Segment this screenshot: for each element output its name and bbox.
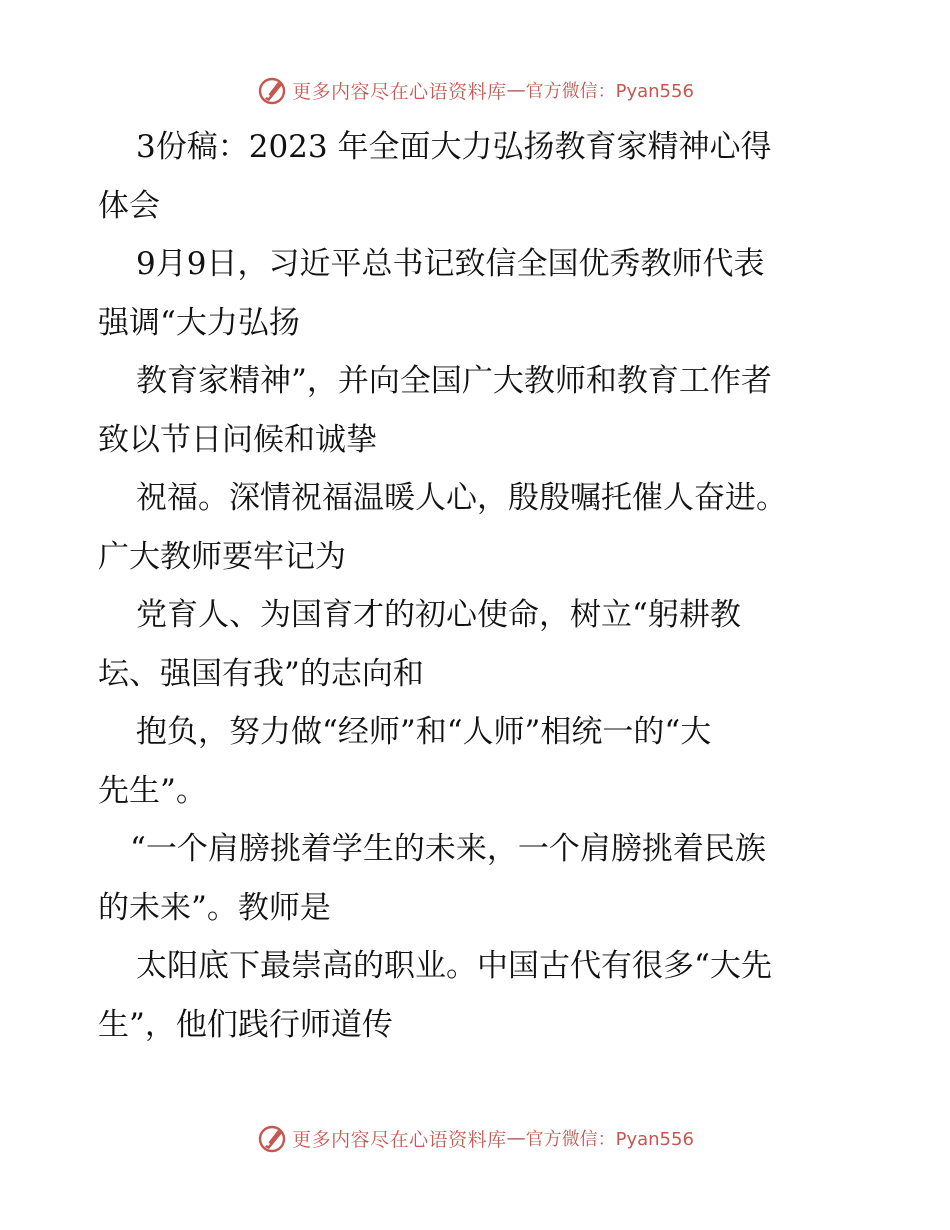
banner-separator: — bbox=[506, 1127, 526, 1149]
text-line: “一个肩膀挑着学生的未来，一个肩膀挑着民族 bbox=[130, 831, 766, 867]
text-line: 广大教师要牢记为 bbox=[98, 538, 346, 575]
text-line: 的未来”。教师是 bbox=[98, 889, 331, 926]
text-line: 教育家精神”，并向全国广大教师和教育工作者 bbox=[136, 363, 772, 399]
text-line: 致以节日问候和诚挚 bbox=[98, 421, 377, 458]
text-line: 党育人、为国育才的初心使命，树立“躬耕教 bbox=[136, 597, 741, 633]
text-line: 强调“大力弘扬 bbox=[98, 304, 300, 341]
text-line: 祝福。深情祝福温暖人心，殷殷嘱托催人奋进。 bbox=[136, 480, 787, 516]
text-line: 先生”。 bbox=[98, 772, 207, 809]
document-body bbox=[98, 118, 858, 1054]
pen-nib-circle-icon bbox=[256, 74, 288, 106]
text-line: 太阳底下最崇高的职业。中国古代有很多“大先 bbox=[136, 948, 772, 984]
text-line: 生”，他们践行师道传 bbox=[98, 1006, 393, 1043]
banner-title: 更多内容尽在心语资料库 bbox=[292, 80, 507, 103]
banner-wechat: 官方微信：Pyan556 bbox=[525, 1129, 694, 1150]
text-line: 坛、强国有我”的志向和 bbox=[98, 655, 424, 692]
pen-nib-circle-icon bbox=[256, 1122, 288, 1154]
header-banner bbox=[0, 70, 950, 110]
banner-wechat: 官方微信：Pyan556 bbox=[525, 81, 694, 102]
text-line: 3份稿：2023 年全面大力弘扬教育家精神心得 bbox=[136, 129, 772, 165]
banner-title: 更多内容尽在心语资料库 bbox=[292, 1128, 507, 1151]
footer-banner bbox=[0, 1118, 950, 1158]
banner-separator: — bbox=[506, 79, 526, 101]
text-line: 抱负，努力做“经师”和“人师”相统一的“大 bbox=[136, 714, 712, 750]
text-line: 9月9日，习近平总书记致信全国优秀教师代表 bbox=[136, 246, 765, 282]
text-line: 体会 bbox=[98, 187, 160, 224]
